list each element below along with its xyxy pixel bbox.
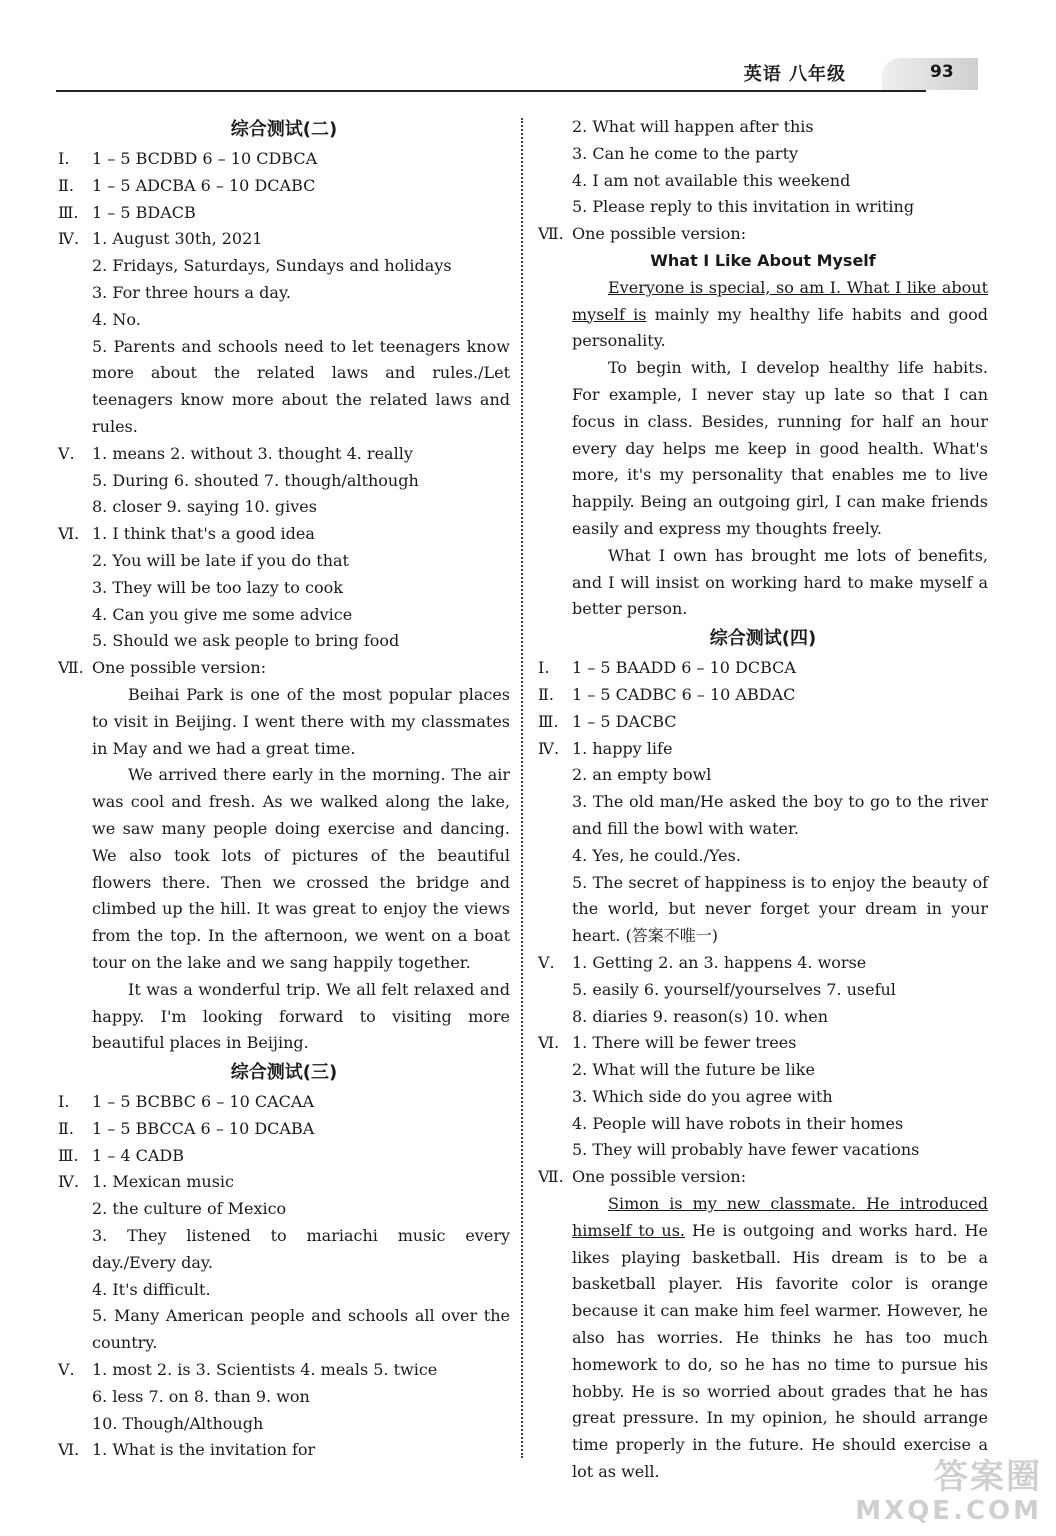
answer-row: 3. Which side do you agree with xyxy=(572,1086,833,1106)
answer-row: 5. The secret of happiness is to enjoy the beauty of the world, but never forget your dream in your heart. (答案不唯一) xyxy=(572,872,988,946)
essay-paragraph: Beihai Park is one of the most popular places to visit in Beijing. I went there with my classmates in May and we had a great time. xyxy=(92,684,510,758)
answer-row: Ⅲ. 1 – 5 DACBC xyxy=(538,711,677,731)
answer-row: 3. Can he come to the party xyxy=(572,143,799,163)
answer-row: 4. People will have robots in their homes xyxy=(572,1113,904,1133)
left-column xyxy=(58,114,510,1464)
answer-row: Ⅱ. 1 – 5 CADBC 6 – 10 ABDAC xyxy=(538,684,796,704)
answer-row: 5. Should we ask people to bring food xyxy=(92,631,400,651)
watermark-logo: 答案圈 MXQE.COM xyxy=(855,1457,1042,1526)
answer-row: Ⅰ. 1 – 5 BAADD 6 – 10 DCBCA xyxy=(538,658,796,678)
answer-row: Ⅵ. 1. There will be fewer trees xyxy=(538,1033,797,1053)
answer-row: Ⅴ. 1. most 2. is 3. Scientists 4. meals 5. twice xyxy=(58,1360,438,1380)
answer-row: Ⅶ. One possible version: xyxy=(58,658,267,678)
answer-row: Ⅳ. 1. August 30th, 2021 xyxy=(58,229,263,249)
page-number: 93 xyxy=(930,62,954,82)
answer-row: 2. What will happen after this xyxy=(572,117,814,136)
answer-row: Ⅱ. 1 – 5 ADCBA 6 – 10 DCABC xyxy=(58,175,316,195)
answer-row: Ⅰ. 1 – 5 BCBBC 6 – 10 CACAA xyxy=(58,1092,314,1112)
answer-row: 2. the culture of Mexico xyxy=(92,1199,287,1219)
answer-row: 5. easily 6. yourself/yourselves 7. useful xyxy=(572,979,896,999)
answer-row: 4. I am not available this weekend xyxy=(572,170,851,190)
answer-row: Ⅲ. 1 – 5 BDACB xyxy=(58,202,196,222)
answer-row: Ⅵ. 1. What is the invitation for xyxy=(58,1440,316,1460)
answer-row: 10. Though/Although xyxy=(92,1413,264,1433)
answer-row: 4. It's difficult. xyxy=(92,1279,211,1299)
answer-row: Ⅱ. 1 – 5 BBCCA 6 – 10 DCABA xyxy=(58,1118,315,1138)
section-title: 综合测试(二) xyxy=(230,119,338,140)
essay-paragraph: Everyone is special, so am I. What I like about myself is mainly my healthy life habits and good personality. xyxy=(572,277,989,351)
answer-row: 5. During 6. shouted 7. though/although xyxy=(92,470,419,490)
answer-row: 3. The old man/He asked the boy to go to the river and fill the bowl with water. xyxy=(572,792,988,838)
essay-paragraph: We arrived there early in the morning. The air was cool and fresh. As we walked along the lake, we saw many people doing exercise and dancing. We also took lots of pictures of the beautiful flowers there. Then we crossed the bridge and climbed up the hill. It was great to enjoy the views from the top. In the afternoon, we went on a boat tour on the lake and we sang happily together. xyxy=(92,765,510,972)
essay-title: What I Like About Myself xyxy=(650,250,876,270)
answer-row: 4. Yes, he could./Yes. xyxy=(572,845,741,865)
answer-row: Ⅰ. 1 – 5 BCDBD 6 – 10 CDBCA xyxy=(58,149,318,168)
column-divider xyxy=(521,118,523,1458)
answer-row: Ⅲ. 1 – 4 CADB xyxy=(58,1145,184,1165)
answer-row: 2. You will be late if you do that xyxy=(92,550,349,570)
answer-row: Ⅶ. One possible version: xyxy=(538,1167,747,1187)
essay-paragraph: Simon is my new classmate. He introduced himself to us. He is outgoing and works hard. He likes playing basketball. His dream is to be a basketball player. His favorite color is orange because it can make him feel warmer. However, he also has worries. He thinks he has too much homework to do, so he has no time to pursue his hobby. He is so worried about grades that he has great pressure. In my opinion, he should arrange time properly in the future. He should exercise a lot as well. xyxy=(572,1194,988,1482)
answer-row: Ⅳ. 1. happy life xyxy=(538,738,673,758)
right-column xyxy=(538,114,988,1486)
answer-row: Ⅵ. 1. I think that's a good idea xyxy=(58,524,315,544)
answer-row: Ⅶ. One possible version: xyxy=(538,224,747,244)
answer-row: 2. an empty bowl xyxy=(572,765,712,785)
answer-row: 2. Fridays, Saturdays, Sundays and holidays xyxy=(92,256,452,276)
header-rule xyxy=(56,90,926,92)
section-title: 综合测试(四) xyxy=(709,628,817,650)
essay-paragraph: What I own has brought me lots of benefits, and I will insist on working hard to make myself a better person. xyxy=(572,545,988,619)
answer-row: 5. They will probably have fewer vacations xyxy=(572,1140,920,1160)
answer-row: 2. What will the future be like xyxy=(572,1060,815,1080)
answer-row: 3. For three hours a day. xyxy=(92,282,291,302)
answer-row: Ⅴ. 1. means 2. without 3. thought 4. really xyxy=(58,443,413,463)
header-subject: 英语 八年级 xyxy=(743,64,846,85)
answer-row: 5. Many American people and schools all over the country. xyxy=(92,1306,510,1353)
answer-row: Ⅴ. 1. Getting 2. an 3. happens 4. worse xyxy=(538,952,867,972)
answer-row: 6. less 7. on 8. than 9. won xyxy=(92,1386,310,1406)
essay-paragraph: It was a wonderful trip. We all felt relaxed and happy. I'm looking forward to visiting more beautiful places in Beijing. xyxy=(92,979,510,1053)
answer-row: Ⅳ. 1. Mexican music xyxy=(58,1172,234,1192)
answer-row: 3. They listened to mariachi music every day./Every day. xyxy=(92,1226,510,1272)
answer-row: 5. Parents and schools need to let teenagers know more about the related laws and rules./Let teenagers know more about the related laws and rules. xyxy=(92,336,510,436)
answer-row: 8. diaries 9. reason(s) 10. when xyxy=(572,1006,829,1026)
answer-row: 4. Can you give me some advice xyxy=(92,604,353,624)
section-title: 综合测试(三) xyxy=(230,1062,338,1084)
answer-row: 5. Please reply to this invitation in writing xyxy=(572,197,915,217)
answer-row: 3. They will be too lazy to cook xyxy=(92,577,343,597)
answer-row: 8. closer 9. saying 10. gives xyxy=(92,497,317,517)
answer-row: 4. No. xyxy=(92,309,141,329)
essay-paragraph: To begin with, I develop healthy life habits. For example, I never stay up late so that I can focus in class. Besides, running for half an hour every day helps me keep in good health. What's more, it's my personality that enables me to live happily. Being an outgoing girl, I can make friends easily and express my thoughts freely. xyxy=(572,358,988,538)
